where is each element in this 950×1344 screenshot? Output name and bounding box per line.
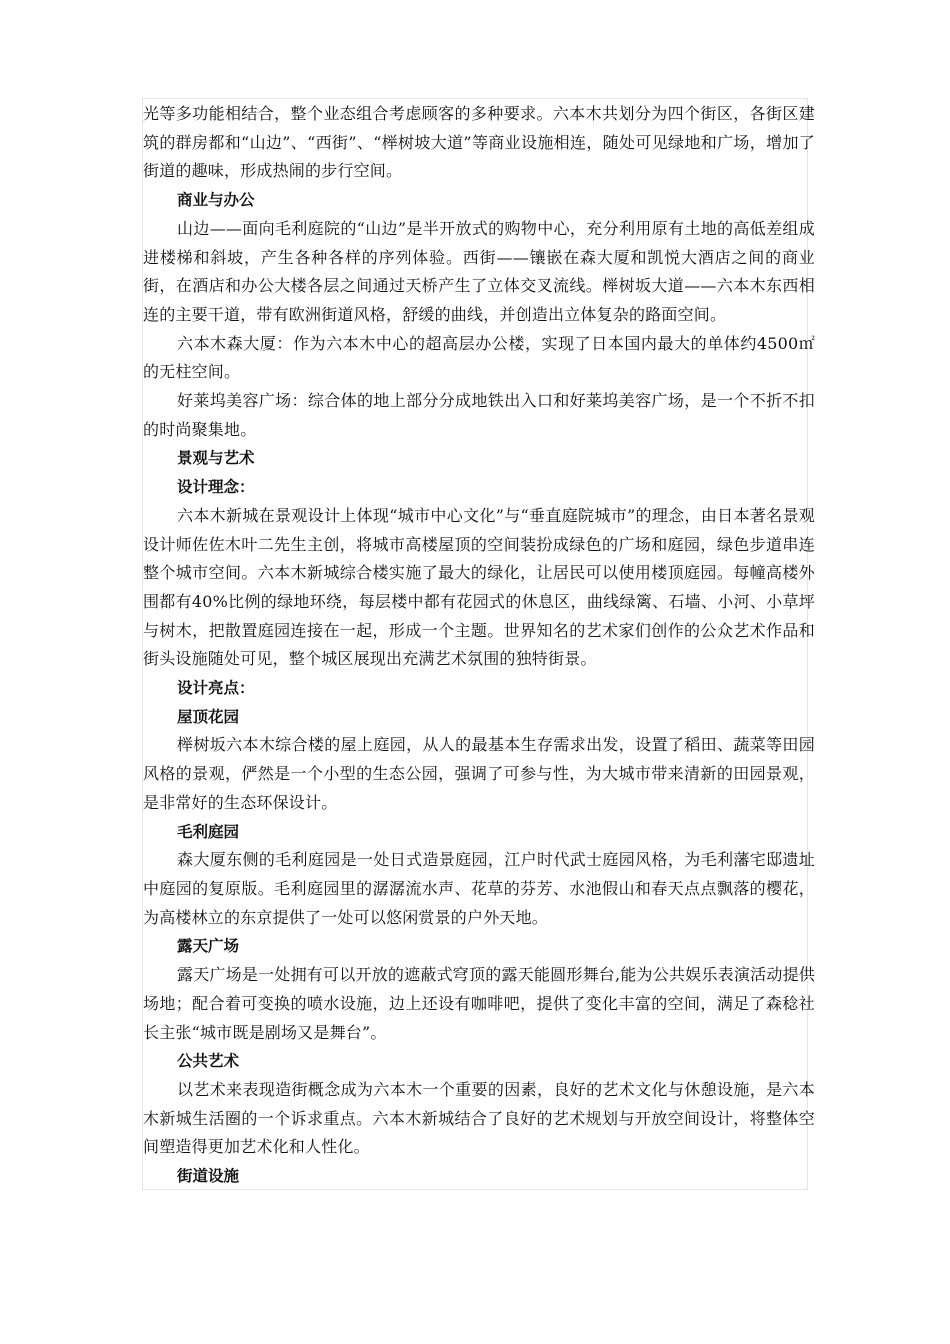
paragraph-mori-garden: 森大厦东侧的毛利庭园是一处日式造景庭园，江户时代武士庭园风格，为毛利藩宅邸遗址中庭园的复原版。毛利庭园里的潺潺流水声、花草的芬芳、水池假山和春天点点飘落的樱花，为高楼林立的东京提供了一处可以悠闲赏景的户外天地。 xyxy=(143,850,815,927)
heading-roof-garden: 屋顶花园 xyxy=(177,707,240,726)
document-body xyxy=(143,100,815,1191)
paragraph-hillside-west-walk: 山边——面向毛利庭院的“山边”是半开放式的购物中心，充分利用原有土地的高低差组成进楼梯和斜坡，产生各种各样的序列体验。西街——镶嵌在森大厦和凯悦大酒店之间的商业街，在酒店和办公大楼各层之间通过天桥产生了立体交叉流线。榉树坂大道——六本木东西相连的主要干道，带有欧洲街道风格，舒缓的曲线，并创造出立体复杂的路面空间。 xyxy=(143,218,815,324)
heading-mori-garden: 毛利庭园 xyxy=(177,822,240,841)
paragraph-roof-garden: 榉树坂六本木综合楼的屋上庭园，从人的最基本生存需求出发，设置了稻田、蔬菜等田园风格的景观，俨然是一个小型的生态公园，强调了可参与性，为大城市带来清新的田园景观，是非常好的生态环保设计。 xyxy=(143,735,815,812)
heading-design-highlights: 设计亮点： xyxy=(177,679,255,698)
heading-commerce-office: 商业与办公 xyxy=(177,191,255,210)
paragraph-public-art: 以艺术来表现造街概念成为六本木一个重要的因素，良好的艺术文化与休憩设施，是六本木新城生活圈的一个诉求重点。六本木新城结合了良好的艺术规划与开放空间设计，将整体空间塑造得更加艺术化和人性化。 xyxy=(143,1079,815,1157)
heading-street-facilities: 街道设施 xyxy=(177,1167,240,1186)
heading-landscape-art: 景观与艺术 xyxy=(177,449,255,468)
paragraph-open-plaza: 露天广场是一处拥有可以开放的遮蔽式穹顶的露天能圆形舞台,能为公共娱乐表演活动提供场地；配合着可变换的喷水设施，边上还设有咖啡吧，提供了变化丰富的空间，满足了森稔社长主张“城市既是剧场又是舞台”。 xyxy=(143,965,815,1042)
paragraph-hollywood-plaza: 好莱坞美容广场：综合体的地上部分分成地铁出入口和好莱坞美容广场，是一个不折不扣的时尚聚集地。 xyxy=(143,391,815,439)
paragraph-mori-tower: 六本木森大厦：作为六本木中心的超高层办公楼，实现了日本国内最大的单体约4500㎡的无柱空间。 xyxy=(143,333,815,382)
heading-public-art: 公共艺术 xyxy=(177,1052,240,1071)
paragraph-intro-continued: 光等多功能相结合，整个业态组合考虑顾客的多种要求。六本木共划分为四个街区，各街区建筑的群房都和“山边”、“西街”、“榉树坡大道”等商业设施相连，随处可见绿地和广场，增加了街道的趣味，形成热闹的步行空间。 xyxy=(143,104,815,181)
heading-open-plaza: 露天广场 xyxy=(177,937,240,956)
paragraph-design-concept: 六本木新城在景观设计上体现“城市中心文化”与“垂直庭院城市”的理念，由日本著名景观设计师佐佐木叶二先生主创，将城市高楼屋顶的空间装扮成绿色的广场和庭园，绿色步道串连整个城市空间。六本木新城综合楼实施了最大的绿化，让居民可以使用楼顶庭园。每幢高楼外围都有40%比例的绿地环绕，每层楼中都有花园式的休息区，曲线绿篱、石墙、小河、小草坪与树木，把散置庭园连接在一起，形成一个主题。世界知名的艺术家们创作的公众艺术作品和街头设施随处可见，整个城区展现出充满艺术氛围的独特街景。 xyxy=(143,505,815,669)
heading-design-concept: 设计理念： xyxy=(177,478,255,497)
